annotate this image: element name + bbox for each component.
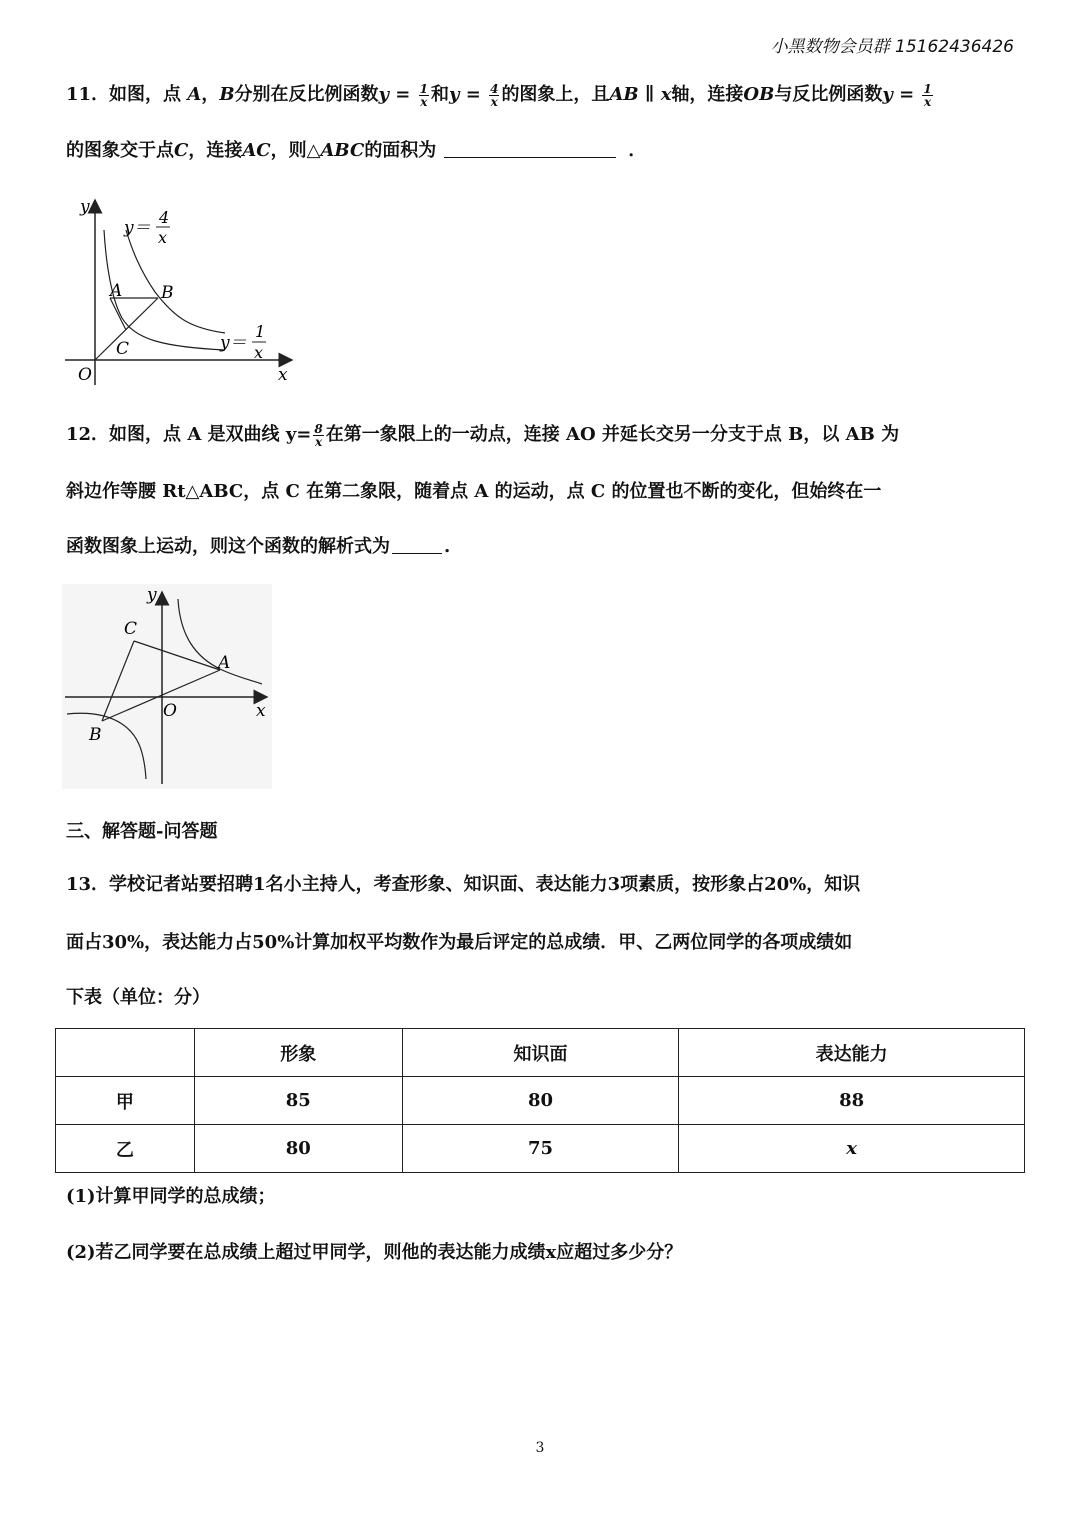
q11-text: 的面积为 (364, 140, 437, 161)
q11-text: ，则△ (270, 140, 321, 161)
fraction-numerator: 1 (923, 81, 932, 96)
q11-segment-ob: OB (743, 84, 775, 105)
curve-1-label: y＝ (220, 333, 247, 353)
y-axis-label: y (147, 585, 157, 605)
q12-line-1 (66, 420, 1020, 450)
q12-text: 在第一象限上的一动点，连接 AO 并延长交另一分支于点 B，以 AB 为 (325, 424, 900, 445)
table-header-cell: 知识面 (402, 1029, 679, 1077)
table-cell: 75 (402, 1125, 679, 1173)
table-cell: 80 (194, 1125, 402, 1173)
table-cell: 甲 (56, 1077, 195, 1125)
figure-background (62, 584, 272, 789)
q12-line-2: 斜边作等腰 Rt△ABC，点 C 在第二象限，随着点 A 的运动，点 C 的位置也不断的变化，但始终在一 (66, 481, 882, 502)
fraction-numerator: 4 (490, 81, 499, 96)
q12-text: 12．如图，点 A 是双曲线 y= (66, 424, 312, 445)
q11-point-b: B (219, 84, 235, 105)
point-c-label: C (116, 339, 130, 359)
curve-1-numerator: 1 (255, 322, 266, 341)
point-a-label: A (110, 281, 123, 301)
q11-fraction-3 (922, 83, 932, 108)
q12-period: . (444, 536, 451, 557)
q11-equals: = (459, 84, 488, 105)
q11-fraction-2 (489, 83, 499, 108)
table-cell: 88 (679, 1077, 1025, 1125)
q11-equals: = (389, 84, 417, 105)
origin-label: O (78, 365, 92, 385)
q11-text: 的图象交于点 (66, 140, 174, 161)
q12-fraction (313, 423, 323, 448)
q11-text: 和 (430, 84, 449, 105)
q11-text: ．如图，点 (91, 84, 182, 105)
q13-line-3: 下表（单位：分） (66, 987, 210, 1008)
q11-text: 轴，连接 (671, 84, 744, 105)
q13-line-1: 13．学校记者站要招聘1名小主持人，考查形象、知识面、表达能力3项素质，按形象占20%，知识 (66, 874, 861, 895)
q11-text: 分别在反比例函数 (234, 84, 379, 105)
page-number: 3 (535, 1440, 545, 1456)
table-header-row (56, 1029, 1025, 1077)
q11-segment-ac: AC (242, 140, 271, 161)
q11-var-y: y (882, 84, 893, 105)
q13-line-2: 面占30%，表达能力占50%计算加权平均数作为最后评定的总成绩．甲、乙两位同学的各项成绩如 (66, 932, 853, 953)
q13-sub-question-1: (1)计算甲同学的总成绩； (66, 1186, 276, 1207)
score-table (55, 1028, 1025, 1173)
table-header-cell (56, 1029, 195, 1077)
q11-number: 11 (66, 84, 92, 105)
header-contact-note: 小黑数物会员群 15162436426 (770, 37, 1014, 57)
section-title: 三、解答题-问答题 (66, 821, 218, 842)
q12-answer-blank[interactable] (392, 535, 442, 554)
q11-text: 的图象上，且 (501, 84, 610, 105)
q11-var-y: y (378, 84, 389, 105)
q12-figure (62, 584, 272, 789)
q11-var-x: x (660, 84, 672, 105)
fraction-denominator: x (314, 434, 323, 449)
fraction-numerator: 1 (419, 81, 428, 96)
q11-point-c: C (174, 140, 189, 161)
curve-1-denominator: x (254, 343, 264, 362)
point-b-label: B (161, 283, 174, 303)
q12-line-3 (66, 532, 1020, 562)
q12-text: 函数图象上运动，则这个函数的解析式为 (66, 536, 390, 557)
q11-line-1 (66, 80, 1020, 110)
fraction-denominator: x (924, 94, 932, 109)
q11-comma: ， (201, 84, 220, 105)
fraction-numerator: 8 (314, 421, 323, 436)
q11-text: ，连接 (188, 140, 243, 161)
segment-ac (110, 298, 126, 330)
curve-4-numerator: 4 (159, 208, 170, 227)
fraction-denominator: x (420, 94, 428, 109)
q11-segment-ab: AB (609, 84, 639, 105)
point-a-label: A (218, 653, 231, 673)
table-cell: 乙 (56, 1125, 195, 1173)
curve-4-denominator: x (158, 228, 168, 247)
table-header-cell: 形象 (194, 1029, 402, 1077)
curve-4-over-x (126, 230, 225, 333)
table-row (56, 1125, 1025, 1173)
q11-fraction-1 (419, 83, 429, 108)
table-cell: x (679, 1125, 1025, 1173)
q11-text: 与反比例函数 (774, 84, 883, 105)
point-b-label: B (89, 725, 102, 745)
q11-point-a: A (187, 84, 202, 105)
q11-line-2 (66, 136, 1020, 166)
q11-triangle-abc: ABC (320, 140, 365, 161)
q11-equals: = (892, 84, 921, 105)
y-axis-label: y (80, 197, 90, 217)
point-c-label: C (124, 619, 138, 639)
q13-sub-question-2: (2)若乙同学要在总成绩上超过甲同学，则他的表达能力成绩x应超过多少分？ (66, 1242, 683, 1263)
x-axis-label: x (256, 701, 266, 721)
table-header-cell: 表达能力 (679, 1029, 1025, 1077)
q11-period: ． (628, 140, 647, 161)
curve-4-label: y＝ (124, 218, 151, 238)
table-cell: 80 (402, 1077, 679, 1125)
origin-label: O (163, 701, 177, 721)
q11-var-y: y (448, 84, 460, 105)
table-row (56, 1077, 1025, 1125)
table-cell: 85 (194, 1077, 402, 1125)
q11-figure (60, 190, 310, 395)
q11-parallel: ∥ (638, 84, 661, 105)
q11-answer-blank[interactable] (444, 139, 616, 158)
fraction-denominator: x (490, 94, 498, 109)
x-axis-label: x (278, 365, 288, 385)
